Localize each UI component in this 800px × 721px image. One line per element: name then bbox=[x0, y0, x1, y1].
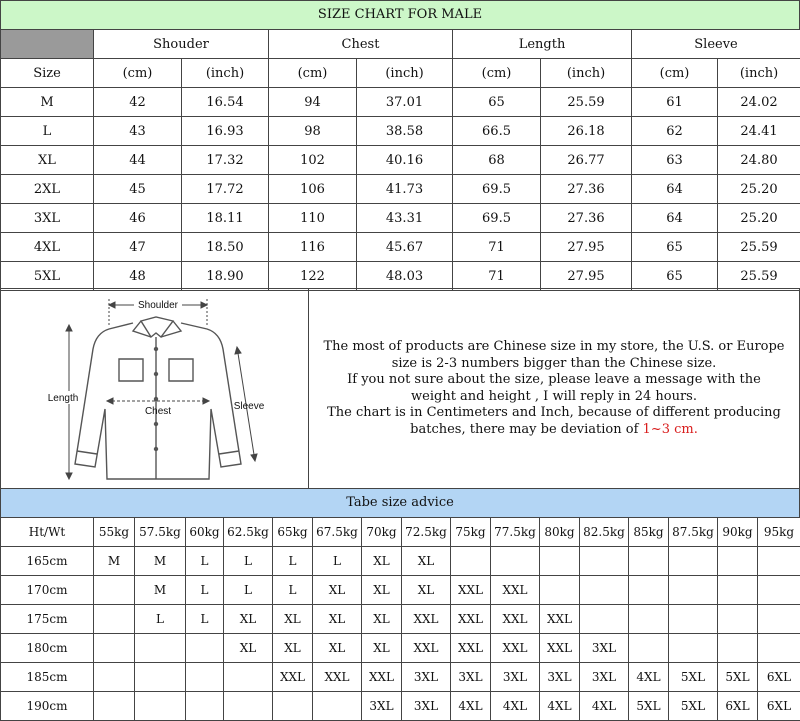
size-advice-cell: XL bbox=[273, 634, 313, 663]
size-advice-cell bbox=[186, 634, 224, 663]
measurement-cell: 25.59 bbox=[718, 233, 800, 262]
size-advice-cell: XL bbox=[362, 547, 402, 576]
size-advice-cell: XXL bbox=[491, 605, 540, 634]
measurement-cell: 18.50 bbox=[182, 233, 269, 262]
size-advice-cell: L bbox=[186, 576, 224, 605]
size-advice-cell: 3XL bbox=[402, 692, 451, 721]
height-label-cell: 190cm bbox=[1, 692, 94, 721]
measurement-cell: 44 bbox=[94, 146, 182, 175]
size-advice-cell bbox=[718, 547, 758, 576]
size-advice-cell: 6XL bbox=[758, 692, 800, 721]
size-advice-cell: 4XL bbox=[540, 692, 580, 721]
sleeve-label: Sleeve bbox=[234, 401, 265, 412]
size-advice-cell bbox=[629, 576, 669, 605]
size-advice-cell: 5XL bbox=[718, 663, 758, 692]
weight-header-cell: 95kg bbox=[758, 518, 800, 547]
measurement-cell: 25.20 bbox=[718, 204, 800, 233]
unit-cm-header: (cm) bbox=[94, 59, 182, 88]
size-notes bbox=[309, 289, 799, 488]
measurement-cell: 42 bbox=[94, 88, 182, 117]
shirt-measurement-diagram bbox=[1, 289, 309, 488]
size-row bbox=[1, 88, 800, 117]
measurement-cell: 24.80 bbox=[718, 146, 800, 175]
weight-header-cell: 57.5kg bbox=[135, 518, 186, 547]
length-label: Length bbox=[48, 393, 79, 404]
measurement-cell: 18.90 bbox=[182, 262, 269, 291]
size-advice-cell: 4XL bbox=[580, 692, 629, 721]
size-advice-cell: XL bbox=[313, 634, 362, 663]
weight-header-cell: 70kg bbox=[362, 518, 402, 547]
size-advice-cell: 4XL bbox=[451, 692, 491, 721]
size-advice-cell bbox=[94, 692, 135, 721]
size-advice-cell: XL bbox=[402, 547, 451, 576]
size-advice-cell bbox=[540, 547, 580, 576]
size-advice-cell: L bbox=[186, 605, 224, 634]
measurement-cell: 27.95 bbox=[541, 262, 632, 291]
weight-header-row bbox=[1, 518, 800, 547]
size-advice-cell: 6XL bbox=[758, 663, 800, 692]
size-chart-title: SIZE CHART FOR MALE bbox=[0, 0, 800, 30]
measurement-cell: 47 bbox=[94, 233, 182, 262]
height-row bbox=[1, 576, 800, 605]
measurement-cell: 69.5 bbox=[453, 204, 541, 233]
note-line: If you not sure about the size, please leave a message with the bbox=[347, 372, 761, 389]
size-advice-cell: XXL bbox=[451, 634, 491, 663]
height-label-cell: 165cm bbox=[1, 547, 94, 576]
size-advice-cell: 3XL bbox=[491, 663, 540, 692]
measurement-cell: 16.93 bbox=[182, 117, 269, 146]
unit-inch-header: (inch) bbox=[357, 59, 453, 88]
size-advice-cell: XXL bbox=[313, 663, 362, 692]
weight-header-cell: 55kg bbox=[94, 518, 135, 547]
size-advice-cell: XXL bbox=[273, 663, 313, 692]
note-line: The chart is in Centimeters and Inch, because of different producing bbox=[327, 405, 781, 422]
size-advice-cell bbox=[186, 663, 224, 692]
weight-header-cell: 87.5kg bbox=[669, 518, 718, 547]
measurement-cell: 61 bbox=[632, 88, 718, 117]
measurement-cell: 63 bbox=[632, 146, 718, 175]
size-advice-cell: M bbox=[135, 547, 186, 576]
size-advice-cell: L bbox=[135, 605, 186, 634]
size-advice-cell: XXL bbox=[362, 663, 402, 692]
size-label-cell: L bbox=[1, 117, 94, 146]
size-chart-table bbox=[0, 29, 800, 291]
weight-header-cell: 65kg bbox=[273, 518, 313, 547]
size-advice-cell bbox=[718, 576, 758, 605]
size-advice-cell: XXL bbox=[451, 576, 491, 605]
note-line: weight and height , I will reply in 24 hours. bbox=[411, 389, 697, 406]
height-label-cell: 185cm bbox=[1, 663, 94, 692]
weight-header-cell: 82.5kg bbox=[580, 518, 629, 547]
size-advice-cell bbox=[540, 576, 580, 605]
measurement-cell: 27.95 bbox=[541, 233, 632, 262]
measurement-cell: 65 bbox=[632, 233, 718, 262]
measurement-cell: 71 bbox=[453, 262, 541, 291]
size-label-cell: 3XL bbox=[1, 204, 94, 233]
measurement-cell: 122 bbox=[269, 262, 357, 291]
measurement-cell: 17.32 bbox=[182, 146, 269, 175]
size-advice-cell bbox=[135, 634, 186, 663]
size-advice-cell bbox=[313, 692, 362, 721]
size-advice-cell: XL bbox=[362, 634, 402, 663]
size-advice-cell bbox=[135, 663, 186, 692]
group-header-chest: Chest bbox=[269, 30, 453, 59]
size-advice-cell: XXL bbox=[491, 634, 540, 663]
size-advice-cell bbox=[94, 576, 135, 605]
group-header-length: Length bbox=[453, 30, 632, 59]
height-label-cell: 175cm bbox=[1, 605, 94, 634]
measurement-cell: 16.54 bbox=[182, 88, 269, 117]
weight-header-cell: 77.5kg bbox=[491, 518, 540, 547]
weight-header-cell: 60kg bbox=[186, 518, 224, 547]
measurement-cell: 25.20 bbox=[718, 175, 800, 204]
size-advice-cell: XL bbox=[402, 576, 451, 605]
size-advice-cell: XL bbox=[313, 576, 362, 605]
size-advice-cell bbox=[135, 692, 186, 721]
size-label-cell: 2XL bbox=[1, 175, 94, 204]
size-row bbox=[1, 146, 800, 175]
weight-header-cell: 67.5kg bbox=[313, 518, 362, 547]
size-advice-table bbox=[0, 517, 800, 721]
measurement-cell: 71 bbox=[453, 233, 541, 262]
size-advice-cell: XXL bbox=[451, 605, 491, 634]
height-label-cell: 170cm bbox=[1, 576, 94, 605]
size-advice-cell: 6XL bbox=[718, 692, 758, 721]
size-advice-cell bbox=[224, 663, 273, 692]
size-advice-cell: 3XL bbox=[362, 692, 402, 721]
measurement-cell: 65 bbox=[632, 262, 718, 291]
size-advice-cell bbox=[580, 547, 629, 576]
unit-cm-header: (cm) bbox=[453, 59, 541, 88]
size-advice-cell: 3XL bbox=[540, 663, 580, 692]
note-line-prefix: batches, there may be deviation of bbox=[410, 422, 642, 437]
measurement-cell: 62 bbox=[632, 117, 718, 146]
unit-inch-header: (inch) bbox=[182, 59, 269, 88]
size-advice-cell: 4XL bbox=[491, 692, 540, 721]
size-advice-cell bbox=[580, 605, 629, 634]
size-advice-cell: 3XL bbox=[402, 663, 451, 692]
size-group-header-row bbox=[1, 30, 800, 59]
header-corner-cell bbox=[1, 30, 94, 59]
size-advice-cell bbox=[186, 692, 224, 721]
info-section bbox=[0, 288, 800, 489]
measurement-cell: 26.18 bbox=[541, 117, 632, 146]
measurement-cell: 68 bbox=[453, 146, 541, 175]
weight-header-cell: 75kg bbox=[451, 518, 491, 547]
measurement-cell: 27.36 bbox=[541, 175, 632, 204]
size-advice-cell: 5XL bbox=[629, 692, 669, 721]
unit-header-row bbox=[1, 59, 800, 88]
size-advice-cell: L bbox=[273, 547, 313, 576]
size-advice-cell: XL bbox=[362, 605, 402, 634]
size-advice-cell bbox=[491, 547, 540, 576]
size-advice-cell: XXL bbox=[540, 605, 580, 634]
size-row bbox=[1, 175, 800, 204]
size-advice-cell bbox=[629, 605, 669, 634]
measurement-cell: 18.11 bbox=[182, 204, 269, 233]
measurement-cell: 48.03 bbox=[357, 262, 453, 291]
size-advice-cell bbox=[669, 576, 718, 605]
weight-header-cell: 80kg bbox=[540, 518, 580, 547]
height-row bbox=[1, 692, 800, 721]
group-header-sleeve: Sleeve bbox=[632, 30, 800, 59]
size-advice-cell: XL bbox=[362, 576, 402, 605]
ht-wt-corner: Ht/Wt bbox=[1, 518, 94, 547]
size-label-cell: M bbox=[1, 88, 94, 117]
measurement-cell: 25.59 bbox=[541, 88, 632, 117]
height-label-cell: 180cm bbox=[1, 634, 94, 663]
size-advice-cell bbox=[758, 605, 800, 634]
note-line: size is 2-3 numbers bigger than the Chinese size. bbox=[392, 356, 717, 373]
weight-header-cell: 90kg bbox=[718, 518, 758, 547]
size-advice-cell bbox=[629, 634, 669, 663]
size-advice-cell bbox=[451, 547, 491, 576]
size-row bbox=[1, 262, 800, 291]
size-advice-cell bbox=[718, 605, 758, 634]
weight-header-cell: 62.5kg bbox=[224, 518, 273, 547]
size-advice-cell bbox=[669, 547, 718, 576]
size-advice-cell bbox=[629, 547, 669, 576]
unit-cm-header: (cm) bbox=[632, 59, 718, 88]
size-label-cell: 4XL bbox=[1, 233, 94, 262]
size-advice-cell bbox=[718, 634, 758, 663]
unit-inch-header: (inch) bbox=[541, 59, 632, 88]
unit-cm-header: (cm) bbox=[269, 59, 357, 88]
measurement-cell: 64 bbox=[632, 204, 718, 233]
size-advice-cell: XL bbox=[273, 605, 313, 634]
size-advice-cell bbox=[758, 576, 800, 605]
size-advice-cell: L bbox=[224, 576, 273, 605]
shirt-outline bbox=[75, 317, 241, 479]
measurement-cell: 43 bbox=[94, 117, 182, 146]
size-advice-cell: 3XL bbox=[580, 634, 629, 663]
measurement-cell: 45 bbox=[94, 175, 182, 204]
group-header-shoulder: Shouder bbox=[94, 30, 269, 59]
measurement-cell: 116 bbox=[269, 233, 357, 262]
weight-header-cell: 72.5kg bbox=[402, 518, 451, 547]
measurement-cell: 24.41 bbox=[718, 117, 800, 146]
measurement-cell: 66.5 bbox=[453, 117, 541, 146]
chest-label: Chest bbox=[145, 406, 171, 417]
size-column-header: Size bbox=[1, 59, 94, 88]
size-advice-cell: M bbox=[135, 576, 186, 605]
measurement-cell: 37.01 bbox=[357, 88, 453, 117]
measurement-cell: 25.59 bbox=[718, 262, 800, 291]
measurement-cell: 24.02 bbox=[718, 88, 800, 117]
measurement-cell: 94 bbox=[269, 88, 357, 117]
size-advice-cell: 3XL bbox=[451, 663, 491, 692]
measurement-cell: 48 bbox=[94, 262, 182, 291]
size-advice-cell bbox=[758, 634, 800, 663]
size-advice-cell: XL bbox=[224, 634, 273, 663]
size-row bbox=[1, 117, 800, 146]
size-advice-cell: 5XL bbox=[669, 663, 718, 692]
size-advice-cell: XL bbox=[313, 605, 362, 634]
measurement-cell: 26.77 bbox=[541, 146, 632, 175]
size-advice-cell bbox=[273, 692, 313, 721]
unit-inch-header: (inch) bbox=[718, 59, 800, 88]
measurement-cell: 46 bbox=[94, 204, 182, 233]
measurement-cell: 27.36 bbox=[541, 204, 632, 233]
size-row bbox=[1, 204, 800, 233]
height-row bbox=[1, 547, 800, 576]
size-advice-cell: L bbox=[273, 576, 313, 605]
size-advice-cell: XXL bbox=[491, 576, 540, 605]
measurement-cell: 43.31 bbox=[357, 204, 453, 233]
measurement-cell: 64 bbox=[632, 175, 718, 204]
measurement-cell: 102 bbox=[269, 146, 357, 175]
measurement-cell: 69.5 bbox=[453, 175, 541, 204]
size-advice-cell: L bbox=[313, 547, 362, 576]
measurement-cell: 40.16 bbox=[357, 146, 453, 175]
size-advice-cell: M bbox=[94, 547, 135, 576]
measurement-cell: 65 bbox=[453, 88, 541, 117]
size-advice-cell bbox=[94, 663, 135, 692]
size-advice-cell bbox=[758, 547, 800, 576]
note-line bbox=[410, 422, 698, 439]
measurement-cell: 110 bbox=[269, 204, 357, 233]
height-row bbox=[1, 663, 800, 692]
size-advice-cell bbox=[580, 576, 629, 605]
size-advice-cell bbox=[94, 634, 135, 663]
measurement-cell: 38.58 bbox=[357, 117, 453, 146]
height-row bbox=[1, 605, 800, 634]
size-label-cell: XL bbox=[1, 146, 94, 175]
size-advice-cell: 4XL bbox=[629, 663, 669, 692]
shirt-diagram-svg bbox=[1, 289, 308, 488]
size-advice-cell bbox=[669, 634, 718, 663]
size-advice-title: Tabe size advice bbox=[0, 488, 800, 518]
weight-header-cell: 85kg bbox=[629, 518, 669, 547]
measurement-cell: 45.67 bbox=[357, 233, 453, 262]
measurement-cell: 41.73 bbox=[357, 175, 453, 204]
measurement-cell: 17.72 bbox=[182, 175, 269, 204]
deviation-highlight: 1~3 cm. bbox=[643, 422, 698, 437]
size-advice-cell bbox=[669, 605, 718, 634]
measurement-cell: 106 bbox=[269, 175, 357, 204]
shoulder-label: Shoulder bbox=[138, 300, 179, 311]
size-advice-cell: 5XL bbox=[669, 692, 718, 721]
note-line: The most of products are Chinese size in my store, the U.S. or Europe bbox=[324, 339, 785, 356]
size-advice-cell bbox=[94, 605, 135, 634]
size-advice-cell: L bbox=[186, 547, 224, 576]
size-advice-cell: XXL bbox=[540, 634, 580, 663]
size-advice-cell: XXL bbox=[402, 634, 451, 663]
measurement-cell: 98 bbox=[269, 117, 357, 146]
height-row bbox=[1, 634, 800, 663]
size-label-cell: 5XL bbox=[1, 262, 94, 291]
size-advice-cell bbox=[224, 692, 273, 721]
size-row bbox=[1, 233, 800, 262]
size-advice-cell: XXL bbox=[402, 605, 451, 634]
size-advice-cell: L bbox=[224, 547, 273, 576]
size-advice-cell: 3XL bbox=[580, 663, 629, 692]
size-advice-cell: XL bbox=[224, 605, 273, 634]
